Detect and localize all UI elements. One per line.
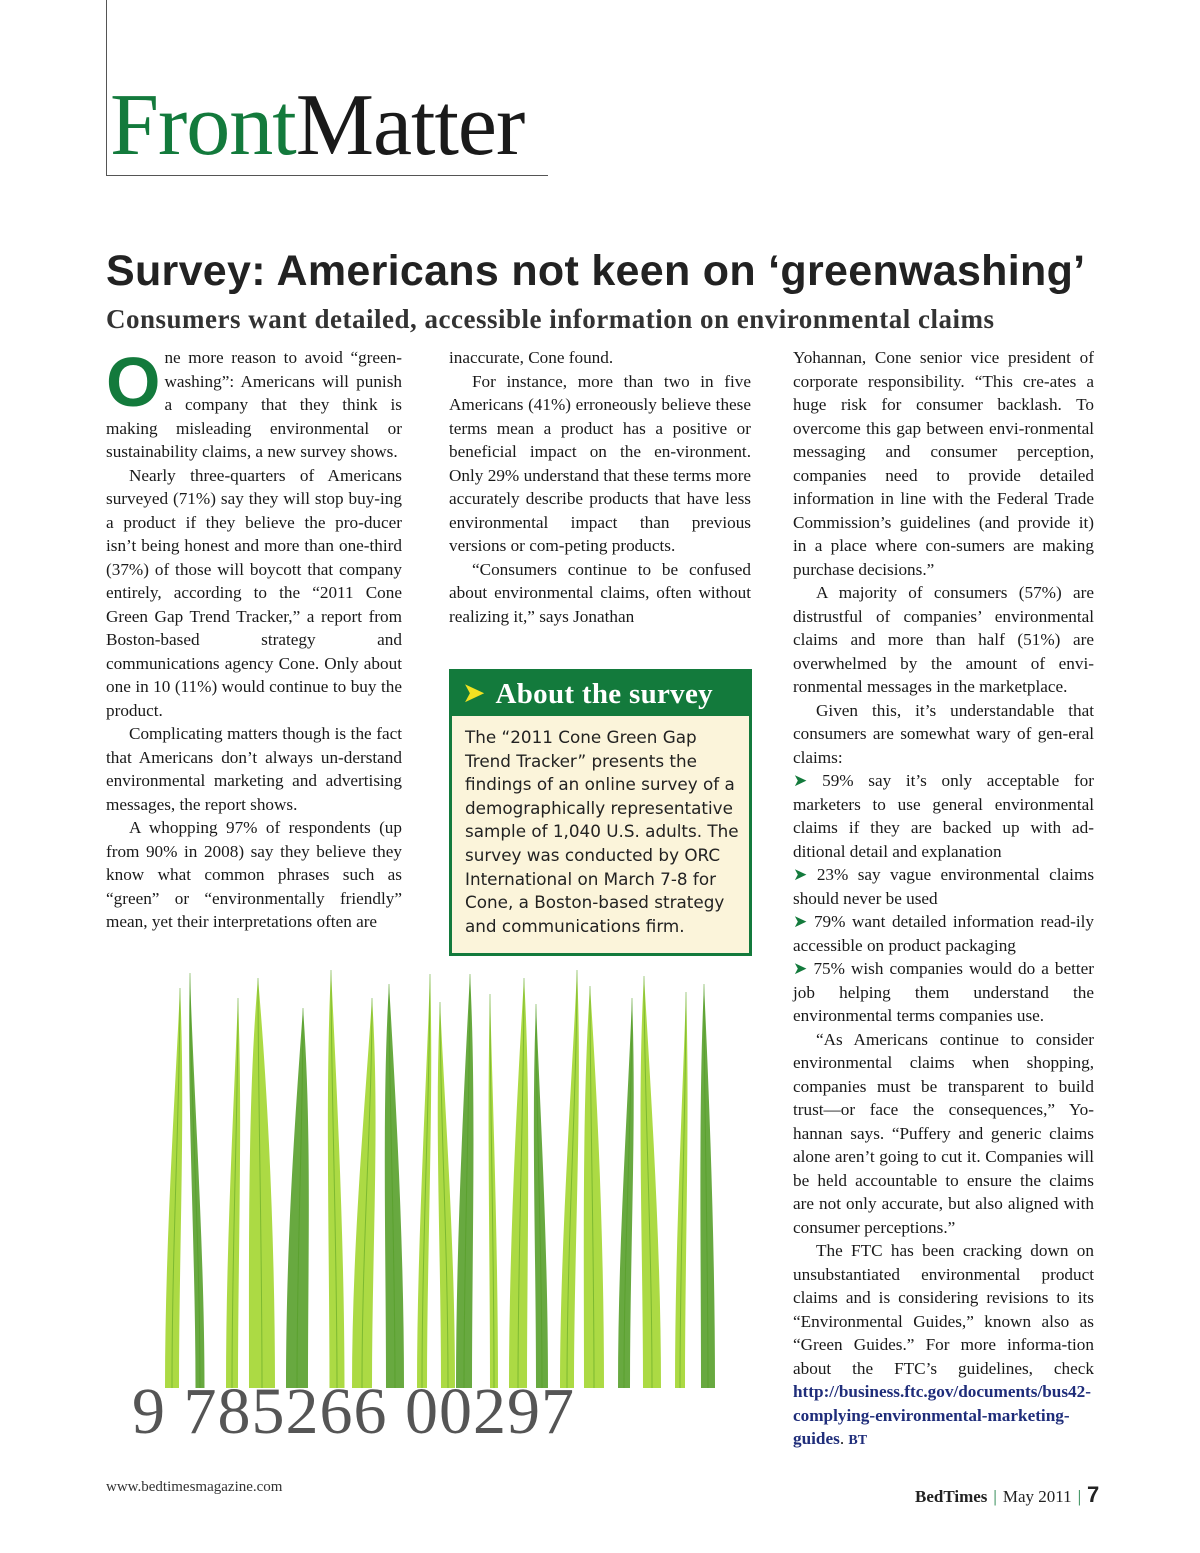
bullet-item bbox=[793, 910, 1094, 957]
about-survey-sidebar bbox=[449, 669, 752, 956]
sidebar-title: About the survey bbox=[495, 677, 713, 710]
paragraph: For instance, more than two in five Americans (41%) erroneously believe these terms mean a product has a positive or beneficial impact on the en-vironment. Only 29% understand that these terms more accurately describe products that have less environmental impact than previous versions or com-peting products. bbox=[449, 371, 751, 555]
paragraph: Complicating matters though is the fact that Americans don’t always un-derstand environmental marketing and advertising messages, the report shows. bbox=[106, 724, 402, 814]
paragraph: Given this, it’s understandable that consumers are somewhat wary of gen-eral claims: bbox=[793, 700, 1094, 767]
sidebar-body: The “2011 Cone Green Gap Trend Tracker” presents the findings of an online survey of a demographically representative sample of 1,040 U.S. adults. The survey was conducted by ORC International on March 7-8 for Cone, a Boston-based strategy and communications firm. bbox=[465, 727, 739, 936]
paragraph: inaccurate, Cone found. bbox=[449, 348, 614, 367]
article-subhead: Consumers want detailed, accessible information on environmental claims bbox=[106, 304, 995, 334]
footer-website: www.bedtimesmagazine.com bbox=[106, 1479, 283, 1495]
signoff-mark: BT bbox=[848, 1433, 868, 1448]
paragraph: Yohannan, Cone senior vice president of corporate responsibility. “This cre-ates a huge risk for consumer backlash. To overcome this gap between envi-ronmental messaging and consumer perception, companies need to provide detailed information in line with the Federal Trade Commission’s guidelines (and provide it) in a place where con-sumers are making purchase decisions.” bbox=[793, 348, 1094, 579]
bullet-text: 75% wish companies would do a better job helping them understand the environmental terms companies use. bbox=[793, 959, 1094, 1025]
paragraph: A whopping 97% of respondents (up from 90% in 2008) say they believe they know what common phrases such as “green” or “environmentally friendly” mean, yet their interpretations often are bbox=[106, 818, 402, 931]
article-headline: Survey: Americans not keen on ‘greenwashing’ bbox=[106, 247, 1086, 295]
paragraph: A majority of consumers (57%) are distrustful of companies’ environmental claims and more than half (51%) are overwhelmed by the amount of envi-ronmental messages in the marketplace. bbox=[793, 583, 1094, 696]
ftc-guidelines-link[interactable]: http://business.ftc.gov/documents/bus42-complying-environmental-marketing-guides bbox=[793, 1382, 1091, 1448]
article-column-2 bbox=[449, 346, 751, 628]
grass-blade bbox=[226, 998, 240, 1388]
masthead-matter: Matter bbox=[295, 77, 525, 174]
page-number: 7 bbox=[1087, 1482, 1100, 1507]
paragraph: “Consumers continue to be confused about environmental claims, often without realizing it,” says Jonathan bbox=[449, 559, 751, 626]
grass-blades bbox=[165, 970, 715, 1388]
paragraph bbox=[106, 343, 402, 464]
sidebar-header bbox=[452, 672, 749, 716]
bullet-text: 79% want detailed information read-ily accessible on product packaging bbox=[793, 912, 1095, 955]
grass-blade bbox=[641, 976, 661, 1388]
footer-separator: | bbox=[1077, 1487, 1082, 1506]
grass-blade bbox=[189, 973, 204, 1388]
bullet-text: 23% say vague environmental claims should never be used bbox=[793, 865, 1095, 908]
footer-folio bbox=[915, 1482, 1099, 1508]
arrow-right-icon: ➤ bbox=[462, 678, 486, 709]
footer-brand: BedTimes bbox=[915, 1487, 988, 1506]
arrow-bullet-icon: ➤ bbox=[793, 771, 808, 790]
section-masthead bbox=[110, 76, 524, 176]
footer-separator: | bbox=[993, 1487, 997, 1506]
bullet-text: 59% say it’s only acceptable for marketers to use general environmental claims if they are backed up with ad-ditional detail and explanation bbox=[793, 771, 1095, 861]
footer-date: May 2011 bbox=[1002, 1487, 1072, 1506]
paragraph: “As Americans continue to consider environmental claims when shopping, companies must be transparent to build trust—or face the consequences,” Yo-hannan says. “Puffery and generic claims alone aren’t going to cut it. Companies will be held accountable to ensure the claims are not only accurate, but also aligned with consumer perceptions.” bbox=[793, 1029, 1094, 1237]
article-column-1 bbox=[106, 343, 402, 934]
grass-barcode-illustration bbox=[112, 968, 752, 1458]
masthead-front: Front bbox=[110, 77, 296, 174]
arrow-bullet-icon: ➤ bbox=[793, 959, 808, 978]
bullet-item bbox=[793, 863, 1094, 910]
bullet-item bbox=[793, 769, 1094, 863]
paragraph: Nearly three-quarters of Americans surveyed (71%) say they will stop buy-ing a product if they believe the pro-ducer isn’t being honest and more than one-third (37%) of those will boycott that company entirely, according to the “2011 Cone Green Gap Trend Tracker,” a report from Boston-based strategy and communications agency Cone. Only about one in 10 (11%) would continue to buy the product. bbox=[106, 465, 402, 720]
drop-cap: O bbox=[106, 343, 161, 421]
bullet-item bbox=[793, 957, 1094, 1028]
paragraph bbox=[793, 1239, 1094, 1453]
arrow-bullet-icon: ➤ bbox=[793, 865, 808, 884]
arrow-bullet-icon: ➤ bbox=[793, 912, 808, 931]
grass-blade bbox=[352, 998, 376, 1388]
paragraph-text: ne more reason to avoid “green-washing”: Americans will punish a company that they think is making misleading environmental or sustainability claims, a new survey shows. bbox=[106, 348, 402, 461]
masthead-rule-vertical bbox=[106, 0, 107, 176]
article-column-3 bbox=[793, 346, 1094, 1453]
link-period: . bbox=[839, 1429, 845, 1448]
paragraph-text: The FTC has been cracking down on unsubstantiated environmental product claims and is considering revisions to its “Environmental Guides,” known also as “Green Guides.” For more informa-tion about the FTC’s guidelines, check bbox=[793, 1241, 1094, 1378]
barcode-digits: 9 785266 00297 bbox=[132, 1375, 575, 1448]
